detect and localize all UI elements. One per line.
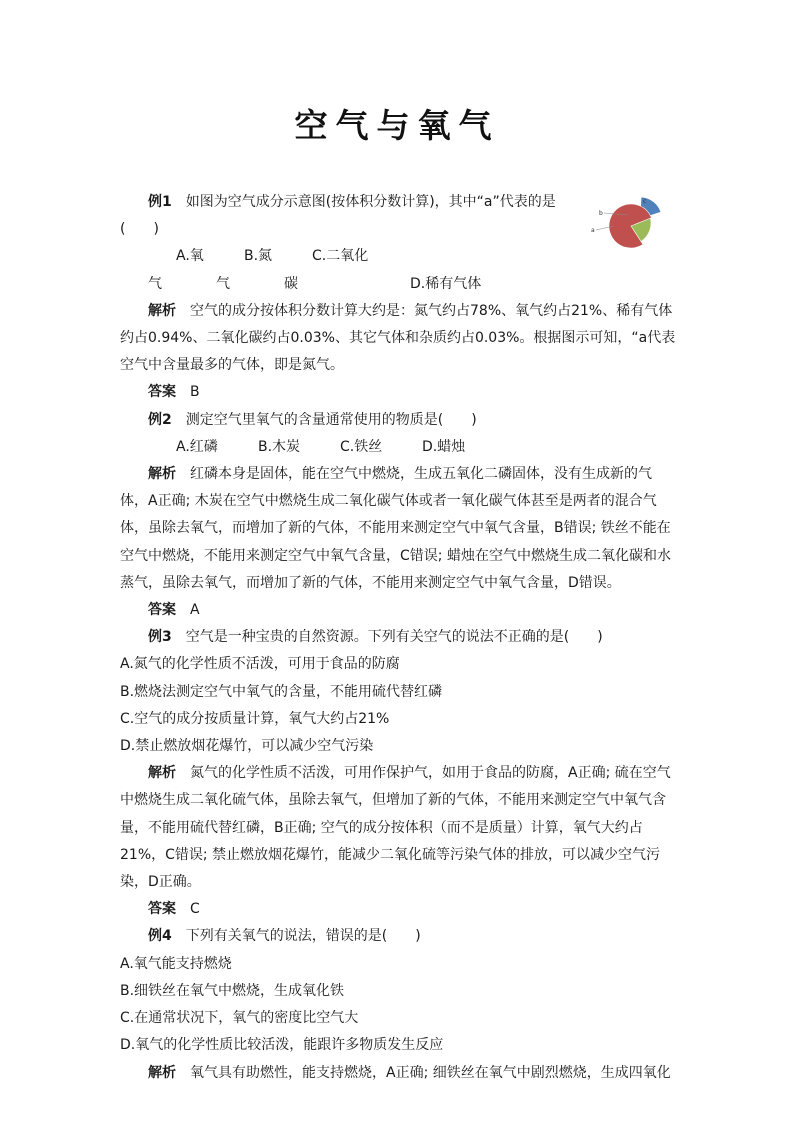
ex4-option-a: A.氧气能支持燃烧 (120, 955, 232, 972)
ex3-answer (120, 896, 676, 923)
ex1-explanation (120, 298, 676, 380)
ex2-answer-label: 答案 (148, 602, 176, 619)
ex3-option-c: C.空气的成分按质量计算，氧气大约占21% (120, 710, 390, 727)
ex3-option-d: D.禁止燃放烟花爆竹，可以减少空气污染 (120, 738, 374, 755)
ex3-question-text: 空气是一种宝贵的自然资源。下列有关空气的说法不正确的是( ) (185, 629, 603, 646)
ex1-option-c: C.二氧化碳 (284, 248, 369, 292)
ex2-option-b: B.木炭 (258, 438, 301, 455)
ex1-explanation-label: 解析 (148, 302, 176, 319)
ex2-option-c: C.铁丝 (340, 438, 383, 455)
ex1-answer-value: B (190, 384, 200, 401)
ex4-option-d: D.氧气的化学性质比较活泼，能跟许多物质发生反应 (120, 1037, 444, 1054)
ex4-question-text: 下列有关氧气的说法，错误的是( ) (185, 928, 421, 945)
ex3-option-a: A.氮气的化学性质不活泼，可用于食品的防腐 (120, 656, 400, 673)
ex1-option-b: B.氮气 (216, 248, 273, 292)
ex4-explanation (120, 1060, 676, 1087)
ex2-question (120, 407, 676, 434)
ex2-options (120, 434, 676, 461)
ex4-question (120, 923, 676, 950)
ex2-answer (120, 597, 676, 624)
ex2-option-a: A.红磷 (176, 438, 218, 455)
ex4-option-c: C.在通常状况下，氧气的密度比空气大 (120, 1010, 359, 1027)
ex1-explanation-text: 空气的成分按体积分数计算大约是：氮气约占78%、氧气约占21%、稀有气体约占0.94%、二氧化碳约占0.03%、其它气体和杂质约占0.03%。根据图示可知，“a代表空气中含量最多的气体，即是氮气。 (120, 302, 676, 374)
ex3-answer-value: C (190, 901, 200, 918)
pie-label-c: c (643, 198, 647, 205)
ex4-label: 例4 (148, 928, 172, 945)
ex1-question (120, 189, 676, 216)
ex1-option-d: D.稀有气体 (410, 275, 482, 292)
ex3-question (120, 624, 676, 651)
ex3-explanation-label: 解析 (148, 765, 176, 782)
ex3-answer-label: 答案 (148, 901, 176, 918)
ex3-explanation-text: 氮气的化学性质不活泼，可用作保护气，如用于食品的防腐，A正确; 硫在空气中燃烧生成二氧化硫气体，虽除去氧气，但增加了新的气体，不能用来测定空气中氧气含量，不能用硫代替红磷，B正确; 空气的成分按体积（而不是质量）计算，氧气大约占21%，C错误; 禁止燃放烟花爆竹，能减少二氧化硫等污染气体的排放，可以减少空气污染，D正确。 (120, 765, 671, 891)
ex2-answer-value: A (190, 602, 200, 619)
ex1-answer (120, 379, 676, 406)
ex3-option-b: B.燃烧法测定空气中氧气的含量，不能用硫代替红磷 (120, 683, 443, 700)
ex2-explanation-text: 红磷本身是固体，能在空气中燃烧，生成五氧化二磷固体，没有生成新的气体，A正确; 木炭在空气中燃烧生成二氧化碳气体或者一氧化碳气体甚至是两者的混合气体，虽除去氧气，而增加了新的气体，不能用来测定空气中氧气含量，B错误; 铁丝不能在空气中燃烧，不能用来测定空气中氧气含量，C错误; 蜡烛在空气中燃烧生成二氧化碳和水蒸气，虽除去氧气，而增加了新的气体，不能用来测定空气中氧气含量，D错误。 (120, 466, 671, 591)
ex3-label: 例3 (148, 629, 172, 646)
ex4-explanation-label: 解析 (148, 1064, 176, 1081)
page-title: 空气与氧气 (294, 106, 500, 145)
ex3-explanation (120, 760, 676, 896)
ex1-options (120, 243, 676, 297)
content (120, 189, 676, 1087)
ex2-explanation-label: 解析 (148, 466, 176, 483)
pie-label-b: b (599, 210, 603, 217)
ex2-label: 例2 (148, 411, 172, 428)
ex4-explanation-text: 氧气具有助燃性，能支持燃烧，A正确; 细铁丝在氧气中剧烈燃烧，生成四氧化 (190, 1064, 671, 1081)
ex2-explanation (120, 461, 676, 597)
ex2-question-text: 测定空气里氧气的含量通常使用的物质是( ) (185, 411, 477, 428)
ex1-question-paren: ( ) (120, 221, 159, 238)
pie-label-a: a (591, 227, 595, 234)
ex1-question-text: 如图为空气成分示意图(按体积分数计算)，其中“a”代表的是 (185, 194, 556, 210)
ex1-option-a: A.氧气 (148, 248, 204, 292)
ex2-option-d: D.蜡烛 (422, 438, 466, 455)
ex4-option-b: B.细铁丝在氧气中燃烧，生成氧化铁 (120, 982, 345, 999)
ex1-answer-label: 答案 (148, 384, 176, 401)
ex1-label: 例1 (148, 194, 172, 210)
